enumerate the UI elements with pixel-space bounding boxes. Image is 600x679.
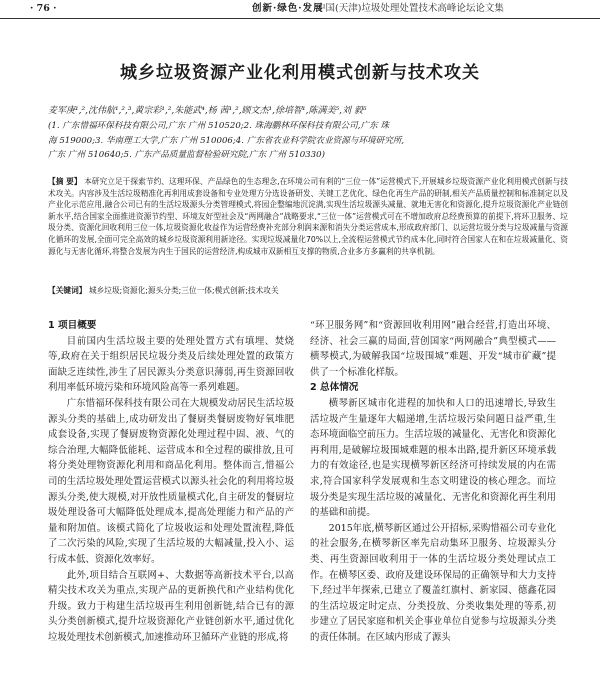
abstract	[48, 176, 568, 257]
affiliation-line: 广东 广州 510640;5. 广东产品质量监督检验研究院,广东 广州 510330)	[48, 150, 325, 160]
running-header	[0, 0, 600, 19]
body-paragraph: 目前国内生活垃圾主要的处理处置方式有填埋、焚烧等,政府在关于组织居民垃圾分类及后续处理处置的政策方面缺乏连续性,涉生了居民源头分类意识薄弱,再生资源回收利用率低环境污染和环境风险高等一系列难题。	[48, 335, 294, 394]
affiliation-line: (1. 广东惜福环保科技有限公司,广东 广州 510520;2. 珠海鹏林环保科技有限公司,广东 珠	[48, 121, 389, 131]
body-paragraph: 横琴新区城市化进程的加快和人口的迅速增长,导致生活垃圾产生量逐年大幅递增,生活垃圾污染问题日益严重,生态环境面临空前压力。生活垃圾的减量化、无害化和资源化再利用,是破解垃圾围城难题的根本出路,提升新区环境承载力的有效途径,也是实现横琴新区经济可持续发展的内在需求,符合国家科学发展观和生态文明建设的核心理念。而垃圾分类是实现生活垃圾的减量化、无害化和资源化再生利用的基础和前提。	[310, 397, 556, 519]
abstract-label: 【摘 要】	[48, 177, 82, 186]
section-heading: 2 总体情况	[310, 382, 359, 394]
right-column	[310, 318, 556, 645]
section-heading: 1 项目概要	[48, 320, 97, 331]
abstract-text: 本研究立足于探索节约、这理环保、产品绿色的生态理念,在环境公司有利的“三位一体”运营模式下,开展城乡垃圾资源产业化利用模式创新与技术攻关。内容涉及生活垃圾精准化再利用成套设备和专业处理方分选设备研发、关键工艺优化、绿色化再生产品的研制,相关产品质量控制和标准制定以及产业化示范应用,融合公司已有的生活垃圾源头分类管理模式,将园企整编地沉淀满,实现生活垃圾源头减量、就地无害化和资源化,提升垃圾资源化产业链创新水平,结合国家全面推进资源节约型、环境友好型社会及“两网融合”战略要求,“三位一体”运营模式可在不增加政府总经费预算的前提下,将环卫服务、垃圾分类、资源化回收利用三位一体,垃圾资源化收益作为运营经费补充部分利润来源和消失分类运营成本,形成政府部门、以运营垃圾分类与垃圾减量与资源化循环的发展,全面可完全高效的城乡垃圾资源利用新途径。实现垃圾减量化70%以上,全流程运营模式节约成本化,同时符合国家人在和在垃圾减量化、资源化与无害化循环,将整合发展为内生于国民的运营经济,构成城市双新相互支撑的物质,合业多方多赢利的共享机制。	[48, 177, 568, 256]
header-journal: 中国(天津)垃圾处理处置技术高峰论坛论文集	[316, 3, 504, 14]
header-series: 创新·绿色·发展	[252, 3, 324, 14]
paper-title: 城乡垃圾资源产业化利用模式创新与技术攻关	[120, 63, 480, 83]
body-paragraph: 2015年底,横琴新区通过公开招标,采购惜福公司专业化的社会服务,在横琴新区率先启动集环卫服务、垃圾源头分类、再生资源回收利用于一体的生活垃圾分类处理试点工作。在横琴区委、政府及建设环保局的正确领导和大力支持下,经过半年探索,已建立了覆盖红旗村、新家园、德鑫花园的生活垃圾定时定点、分类投放、分类收集处理的等系,初步建立了居民家庭和机关企事业单位自觉参与垃圾源头分类的责任体制。在区域内形成了源头	[310, 522, 556, 643]
keywords	[48, 285, 568, 297]
body-paragraph: 此外,项目结合互联网+、大数据等高新技术平台,以高精尖技术攻关为重点,实现产品的更新换代和产业结构优化升级。致力于构建生活垃圾再生利用创新链,结合已有的源头分类创新模式,提升垃圾资源化产业链创新水平,通过优化垃圾处理技术创新模式,加速推动环卫循环产业链的形成,将	[48, 569, 294, 643]
body-paragraph: 广东惜福环保科技有限公司在大规模发动居民生活垃圾源头分类的基础上,成功研发出了餐厨类餐厨废物好氧堆肥成套设备,实现了餐厨废物资源化处理过程中固、液、气的综合治理,大幅降低能耗、运营成本和全过程的碳排放,且可将分类处理物资源化利用和商品化利用。整体而言,惜福公司的生活垃圾处理处置运营模式以源头社会化的利用将垃圾源头分类,使大规模,对开放性质量模式化,自主研发的餐厨垃圾处理设备可大幅降低处理成本,提高处理能力和产品的产量和附加值。该模式简化了垃圾收运和处理处置流程,降低了二次污染的风险,实现了生活垃圾的大幅减量,投入小、运行成本低、资源化效率好。	[48, 397, 294, 565]
keywords-label: 【关键词】	[48, 286, 87, 295]
body-paragraph: “环卫服务网”和“资源回收利用网”融合经营,打造出环境、经济、社会三赢的局面,营创国家“两网融合”典型模式——横琴模式,为破解我国“垃圾围城”难题、开发“城市矿藏”提供了一个标准化样版。	[310, 320, 556, 378]
left-column	[48, 318, 294, 645]
page-number: · 76 ·	[30, 3, 57, 14]
author-list: 麦军庚¹,²,沈伟航¹,²,³,黄宗彩¹,²,朱能武⁴,杨 茜¹,²,顾文杰¹,徐培智¹,陈满美⁵,刘 毅⁵	[48, 106, 367, 116]
affiliation-line: 海 519000;3. 华南理工大学,广东 广州 510006;4. 广东省农业科学院农业资源与环境研究所,	[48, 135, 405, 146]
affiliations	[48, 119, 568, 163]
keywords-text: 城乡垃圾;资源化;源头分类;三位一体;模式创新;技术攻关	[88, 286, 279, 295]
